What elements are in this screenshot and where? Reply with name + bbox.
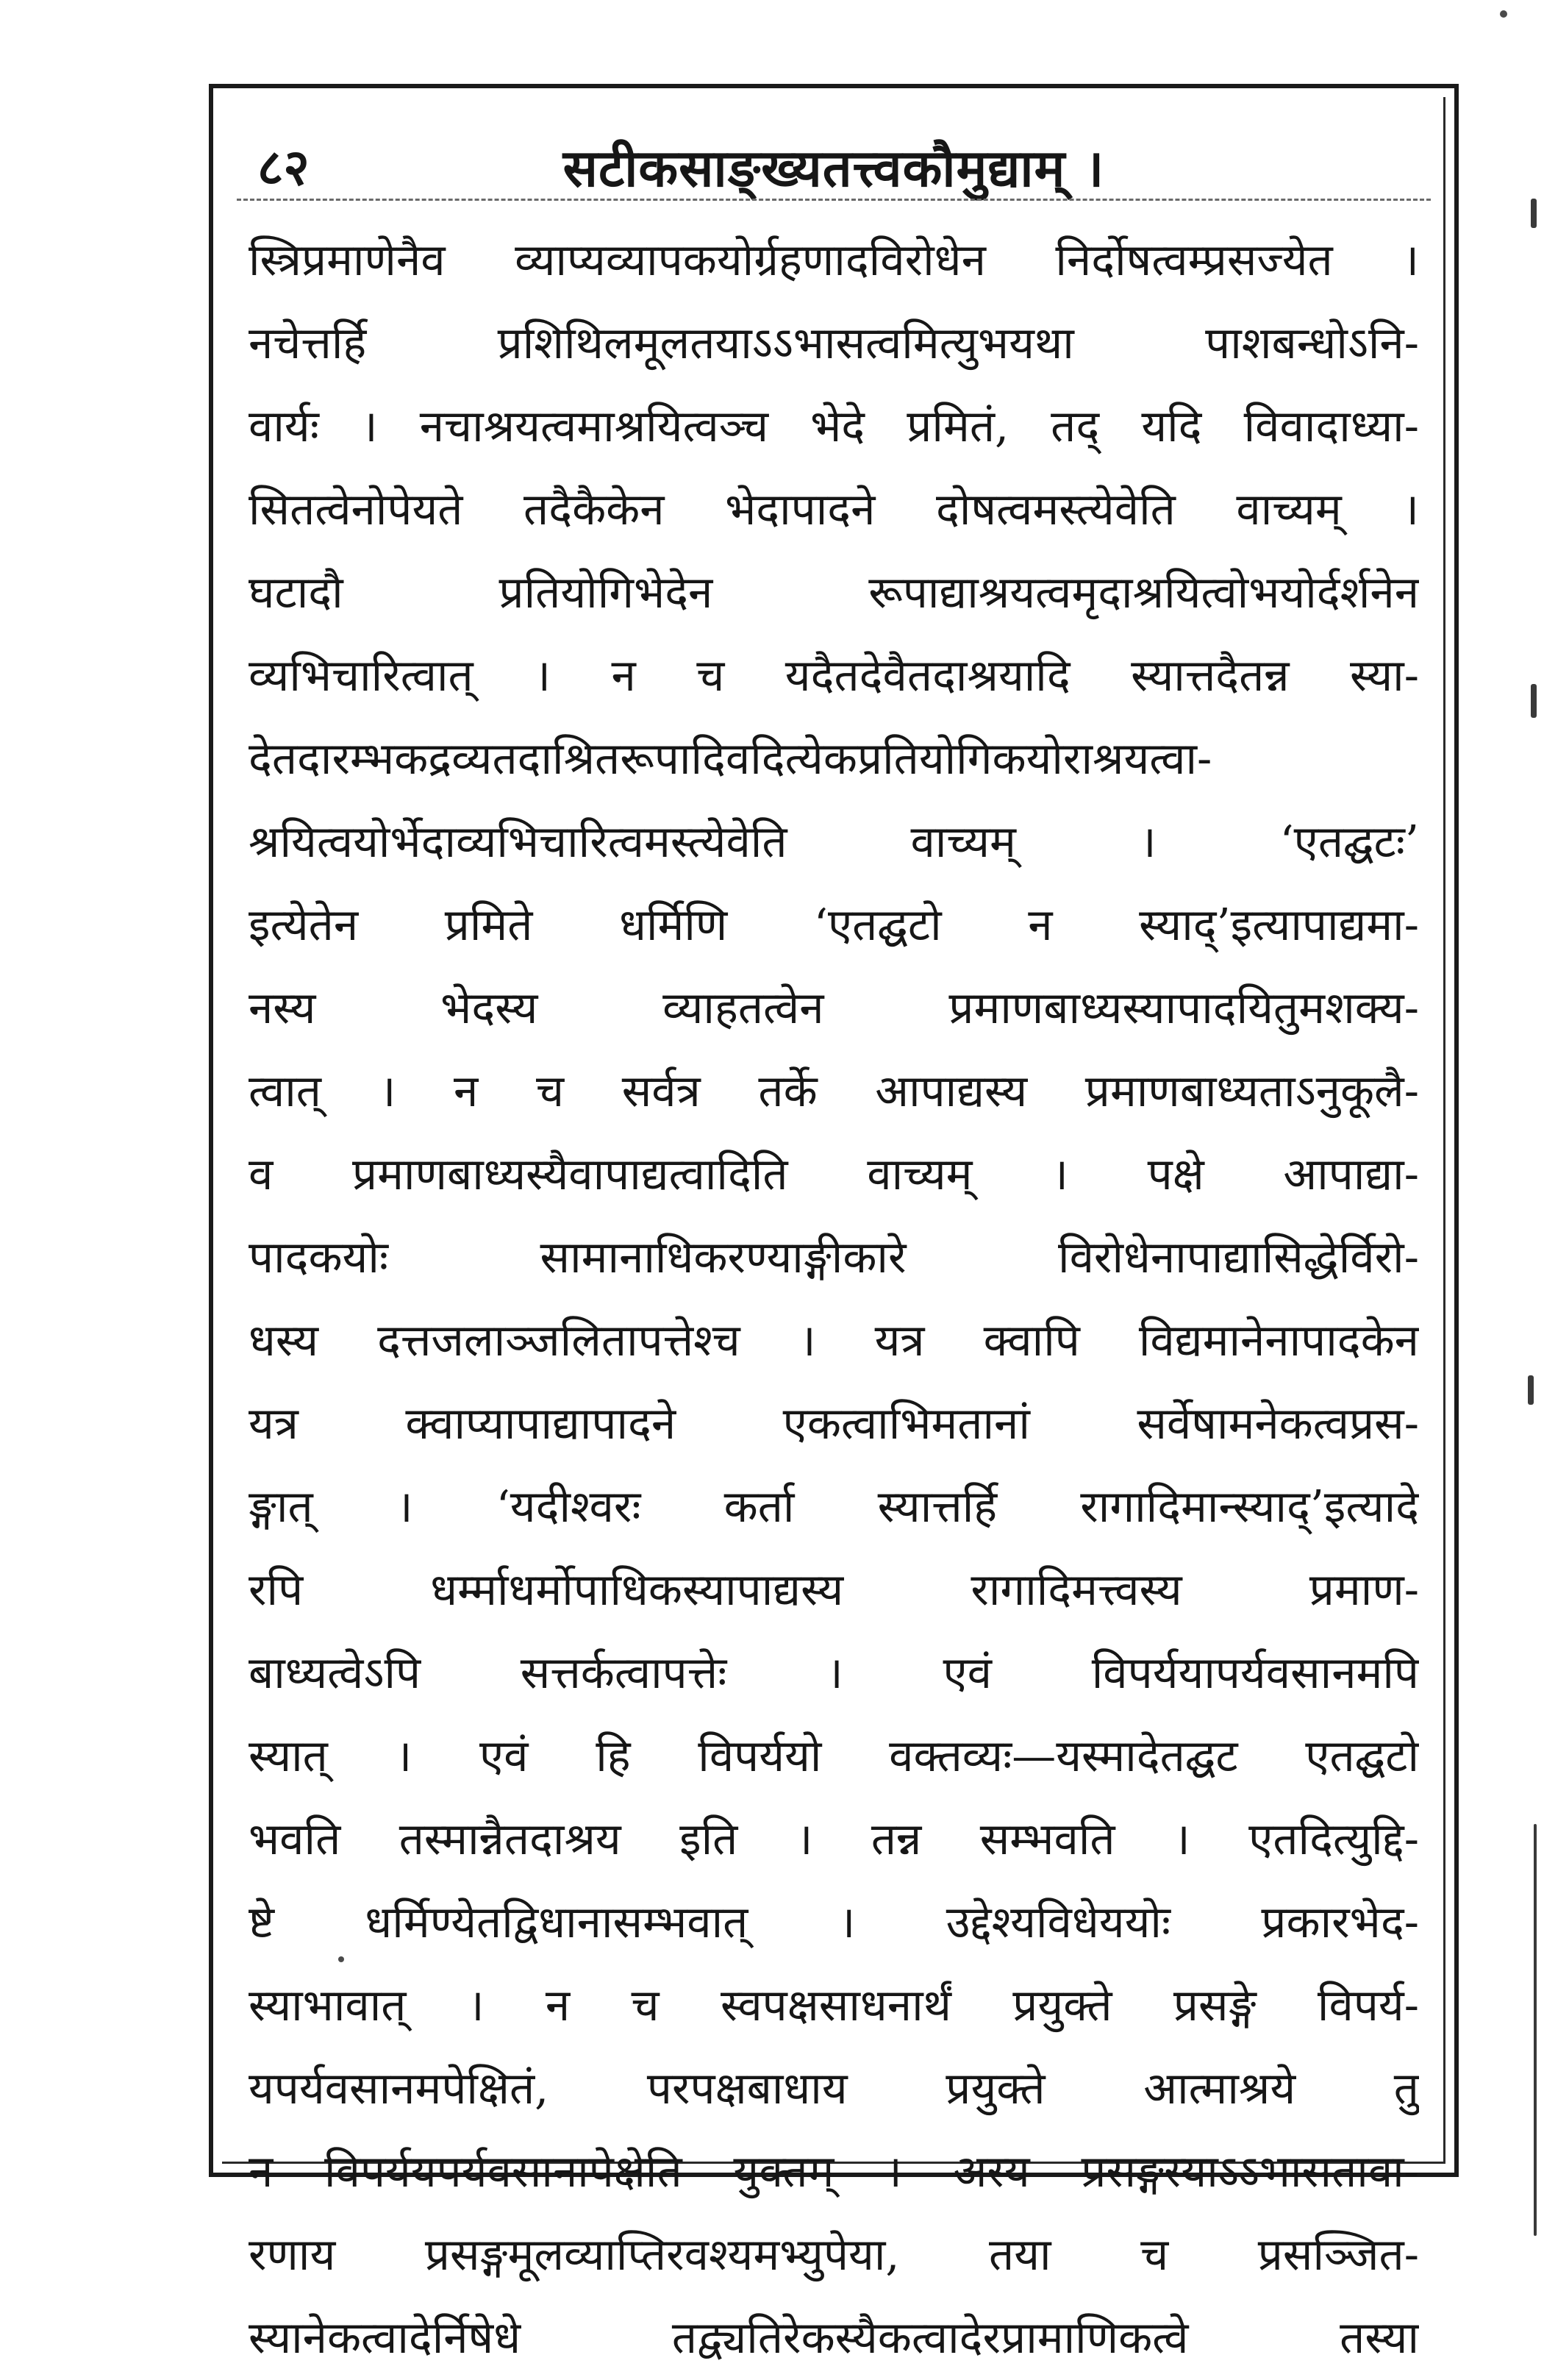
text-line-22: स्याभावात् । न च स्वपक्षसाधनार्थं प्रयुक्ते प्रसङ्गे विपर्य- xyxy=(249,1980,1419,2031)
text-line-15: यत्र क्वाप्यापाद्यापादने एकत्वाभिमतानां सर्वेषामनेकत्वप्रस- xyxy=(249,1398,1419,1450)
text-line-10: नस्य भेदस्य व्याहतत्वेन प्रमाणबाध्यस्यापादयितुमशक्य- xyxy=(249,983,1419,1034)
margin-scan-mark xyxy=(1531,199,1537,228)
text-line-11: त्वात् । न च सर्वत्र तर्के आपाद्यस्य प्रमाणबाध्यताऽनुकूलै- xyxy=(249,1066,1419,1117)
text-line-9: इत्येतेन प्रमिते धर्मिणि ‘एतद्घटो न स्याद्’इत्यापाद्यमा- xyxy=(249,899,1419,951)
text-line-20: भवति तस्मान्नैतदाश्रय इति । तन्न सम्भवति । एतदित्युद्दि- xyxy=(249,1814,1419,1865)
text-line-3: वार्यः । नचाश्रयत्वमाश्रयित्वञ्च भेदे प्रमितं, तद् यदि विवादाध्या- xyxy=(249,401,1419,452)
text-line-2: नचेत्तर्हि प्रशिथिलमूलतयाऽऽभासत्वमित्युभयथा पाशबन्धोऽनि- xyxy=(249,318,1419,369)
text-line-18: बाध्यत्वेऽपि सत्तर्कत्वापत्तेः । एवं विपर्ययापर्यवसानमपि xyxy=(249,1647,1419,1699)
header-rule xyxy=(237,199,1431,201)
text-line-13: पादकयोः सामानाधिकरण्याङ्गीकारे विरोधेनापाद्यासिद्धेर्विरो- xyxy=(249,1232,1419,1283)
text-line-8: श्रयित्वयोर्भेदाव्यभिचारित्वमस्त्येवेति वाच्यम् । ‘एतद्घटः’ xyxy=(249,816,1419,868)
text-line-21: ष्टे धर्मिण्येतद्विधानासम्भवात् । उद्देश्यविधेययोः प्रकारभेद- xyxy=(249,1897,1419,1948)
scan-dot xyxy=(1500,10,1507,18)
margin-scan-mark xyxy=(1528,1375,1534,1405)
text-line-17: रपि धर्म्माधर्मोपाधिकस्यापाद्यस्य रागादिमत्त्वस्य प्रमाण- xyxy=(249,1564,1419,1616)
text-line-7: देतदारम्भकद्रव्यतदाश्रितरूपादिवदित्येकप्रतियोगिकयोराश्रयत्वा- xyxy=(249,733,1212,785)
text-line-12: व प्रमाणबाध्यस्यैवापाद्यत्वादिति वाच्यम् । पक्षे आपाद्या- xyxy=(249,1149,1419,1200)
text-line-5: घटादौ प्रतियोगिभेदेन रूपाद्याश्रयत्वमृदाश्रयित्वोभयोर्दर्शनेन xyxy=(249,567,1419,619)
text-line-19: स्यात् । एवं हि विपर्ययो वक्तव्यः—यस्मादेतद्घट एतद्घटो xyxy=(249,1731,1419,1782)
margin-scan-mark xyxy=(1531,684,1537,718)
page-number: ८२ xyxy=(257,138,310,197)
running-title: सटीकसाङ्ख्यतत्त्वकौमुद्याम् । xyxy=(562,138,1105,199)
text-line-24: न विपर्ययपर्यवसानापेक्षेति युक्तम् । अस्य प्रसङ्गस्याऽऽभासतावा- xyxy=(249,2146,1419,2198)
scan-dot xyxy=(338,1956,344,1962)
text-line-4: सितत्वेनोपेयते तदैकैकेन भेदापादने दोषत्वमस्त्येवेति वाच्यम् । xyxy=(249,484,1419,535)
text-line-1: स्त्रिप्रमाणेनैव व्याप्यव्यापकयोर्ग्रहणादविरोधेन निर्दोषत्वम्प्रसज्येत । xyxy=(249,235,1419,286)
text-line-25: रणाय प्रसङ्गमूलव्याप्तिरवश्यमभ्युपेया, तया च प्रसञ्जित- xyxy=(249,2229,1419,2281)
margin-scan-line xyxy=(1534,1824,1537,2236)
text-line-26: स्यानेकत्वादेर्निषेधे तद्व्यतिरेकस्यैकत्वादेरप्रामाणिकत्वे तस्या xyxy=(249,2312,1419,2364)
page-border xyxy=(209,84,1459,2364)
text-line-14: धस्य दत्तजलाञ्जलितापत्तेश्च । यत्र क्वापि विद्यमानेनापादकेन xyxy=(249,1315,1419,1367)
text-line-6: व्यभिचारित्वात् । न च यदैतदेवैतदाश्रयादि स्यात्तदैतन्न स्या- xyxy=(249,650,1419,702)
body-text xyxy=(249,219,1419,2364)
text-line-23: यपर्यवसानमपेक्षितं, परपक्षबाधाय प्रयुक्ते आत्माश्रये तु xyxy=(249,2063,1419,2114)
text-line-16: ङ्गात् । ‘यदीश्वरः कर्ता स्यात्तर्हि रागादिमान्स्याद्’इत्यादे xyxy=(249,1481,1419,1533)
